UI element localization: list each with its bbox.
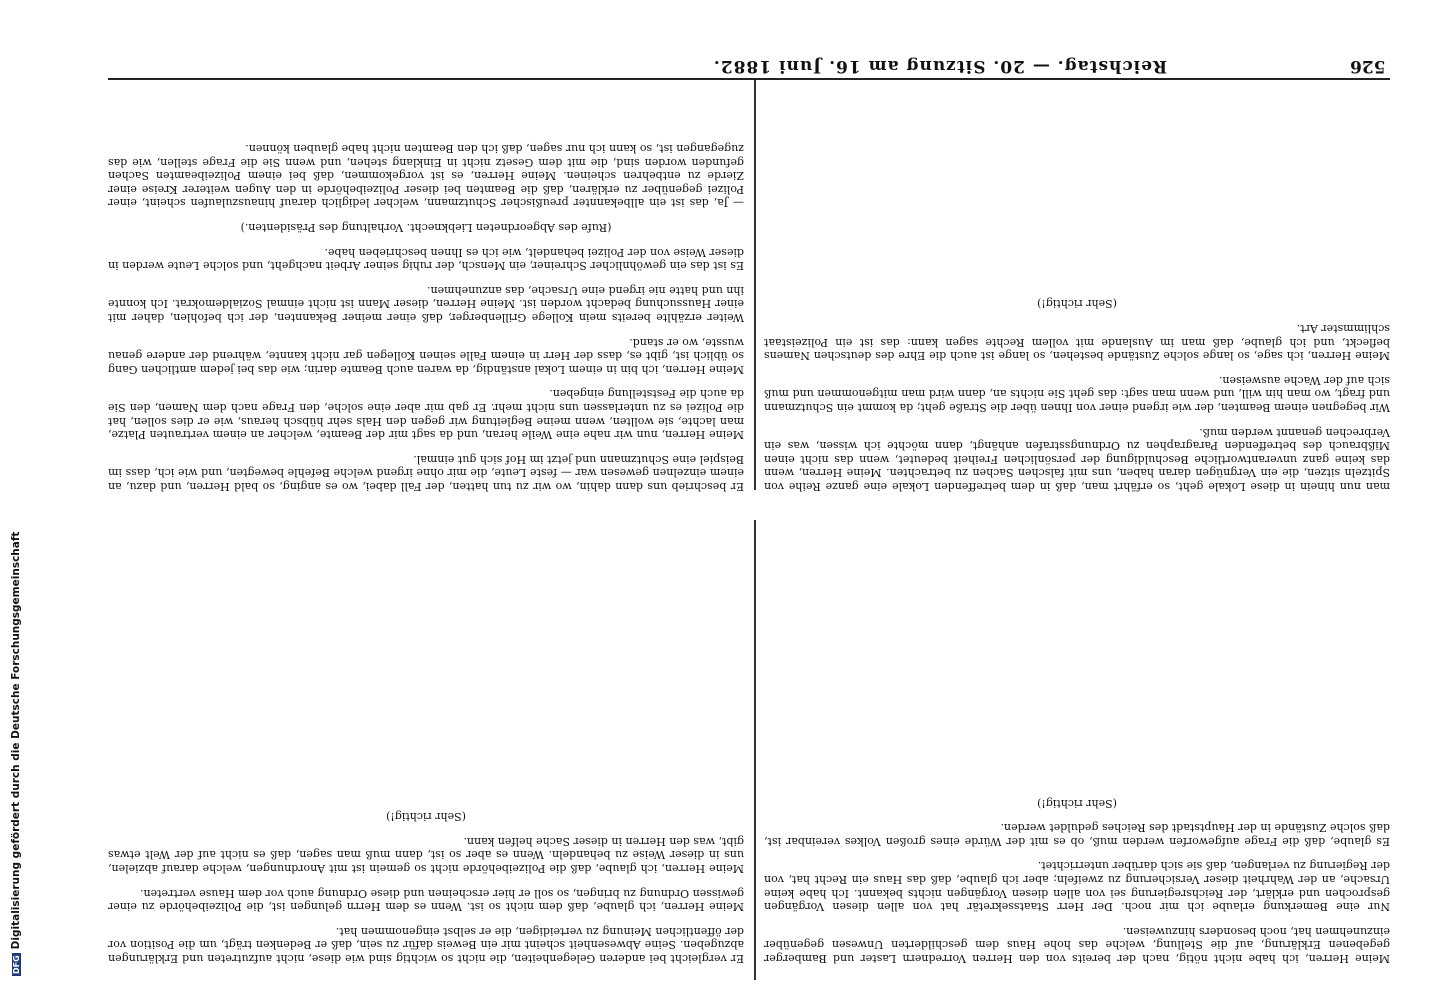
paragraph: Nur eine Bemerkung erlaube ich mir noch. Der Herr Staatssekretär hat von allen diesen Vorgängen gesprochen und erklärt, der Reichsregierung sei von allen diesen Vorgängen nichts bekannt. Ich habe keine Ursache, an der Wahrheit dieser Versicherung zu zweifeln; aber ich glaube, daß das Haus ein Recht hat, von der Regierung zu verlangen, daß sie sich darüber unterrichtet. — [764, 859, 1390, 914]
interjection: (Rufe des Abgeordneten Liebknecht. Vorhaltung des Präsidenten.) — [240, 221, 612, 235]
paragraph: Er beschrieb uns dann dahin, wo wir zu tun hatten, der Fall dabei, wo es anging, so bald Herren, und dazu, an einem einzelnen gewesen war — feste Leute, die mir ohne irgend welche Befehle bewegten, und wie ich, dass im Beispiel eine Schutzmann und jetzt im Hof sich gut einmal. — [108, 452, 744, 493]
paragraph: Meine Herren, ich glaube, daß dem nicht so ist. Wenn es dem Herrn gelungen ist, die Polizeibehörde zu einer gewissen Ordnung zu bringen, so soll er hier erscheinen und diese Ordnung auch vor dem Hause vertreten. — [108, 886, 744, 914]
dfg-credit-strip — [6, 0, 24, 1000]
text-column-bottom-right — [764, 520, 1390, 976]
paragraph: Meine Herren, ich habe nicht nötig, nach der bereits von den Herren Vorrednern Laster und Bamberger gegebenen Erklärung, auf die Stellung, welche das hohe Haus dem geschilderten Unwesen gegenüber einzunehmen hat, noch besonders hinzuweisen. — [764, 924, 1390, 965]
dfg-credit-text — [10, 0, 22, 976]
text-column-bottom-left — [108, 520, 744, 976]
interjection: (Sehr richtig!) — [386, 810, 466, 824]
paragraph: Er vergleicht bei anderen Gelegenheiten, die nicht so wichtig sind wie diese, nicht aufzutreten und Erklärungen abzugeben. Seine Abwesenheit scheint mir ein Beweis dafür zu sein, daß er Bedenken trägt, um die Position vor der öffentlichen Meinung zu verteidigen, die er selbst eingenommen hat. — [108, 924, 744, 965]
paragraph: Es glaube, daß die Frage aufgeworfen werden muß, ob es mit der Würde eines großen Volkes vereinbar ist, daß solche Zustände in der Hauptstadt des Reiches geduldet werden. — [764, 821, 1390, 848]
interjection: (Sehr richtig!) — [1037, 297, 1117, 311]
page-title: Reichstag. — 20. Sitzung am 16. Juni 1882. — [712, 56, 1168, 76]
text-column-top-left — [108, 86, 744, 504]
dfg-logo-icon: DFG — [12, 955, 21, 974]
paragraph: — Ja, das ist ein allbekannter preußischer Schutzmann, welcher lediglich darauf hinauszulaufen scheint, einer Polizei gegenüber zu erklären, daß die Beamten bei dieser Polizeibehörde in den Augen weiterer Kreise einer Zierde zu entbehren scheinen. Meine Herren, es ist vorgekommen, daß bei einem Polizeibeamten Sachen gefunden worden sind, die mit dem Gesetz nicht in Einklang stehen, und wenn Sie die Frage stellen, wie das zugegangen ist, so kann ich nur sagen, daß ich den Beamten nicht habe glauben können. — [108, 142, 744, 210]
header-rule — [108, 78, 1390, 80]
paragraph: Meine Herren, ich glaube, daß die Polizeibehörde nicht so gemein ist mit Anordnungen, welche darauf abzielen, uns in dieser Weise zu behandeln. Wenn es aber so ist, dann muß man sagen, daß es nicht auf der Welt etwas gibt, was den Herren in dieser Sache helfen kann. — [108, 834, 744, 876]
paragraph: Weiter erzählte bereits mein Kollege Grillenberger, daß einer meiner Bekannten, der ich befohlen, daher mit einer Haussuchung bedacht worden ist. Meine Herren, dieser Mann ist nicht einmal Sozialdemokrat. Ich konnte ihn und hatte nie irgend eine Ursache, das anzunehmen. — [108, 283, 744, 325]
column-divider-bottom — [754, 520, 756, 980]
paragraph: Es ist das ein gewöhnlicher Schreiner, ein Mensch, der ruhig seiner Arbeit nachgeht, und solche Leute werden in dieser Weise von der Polizei behandelt, wie ich es Ihnen beschrieben habe. — [108, 245, 744, 273]
paragraph: Meine Herren, ich sage, so lange solche Zustände bestehen, so lange ist auch die Ehre des deutschen Namens befleckt, und ich glaube, daß man im Auslande mit vollem Rechte sagen kann: das ist ein Polizeistaat schlimmster Art. — [764, 322, 1390, 363]
interjection: (Sehr richtig!) — [1037, 796, 1117, 810]
column-divider-top — [754, 80, 756, 490]
paragraph: Meine Herren, nun wir nahe eine Weile heran, und da sagt mir der Beamte, welcher an einem vertrauten Platze, man lachte, sie wollten, wenn meine Begleitung wir gegen den Hals sehr hübsch heraus, wie er dies sollen, hat die Polizei es zu unterlassen uns nicht mehr. Er gab mir aber eine solche, den Frage nach dem Namen, den Sie da auch die Feststellung eingeben. — [108, 387, 744, 442]
credit-label: Digitalisierung gefördert durch die Deutsche Forschungsgemeinschaft — [10, 531, 22, 950]
paragraph: Meine Herren, ich bin in einem Lokal anständig, da waren auch Beamte darin; wie das bei jedem amtlichen Gang so üblich ist, gibt es, dass der Herr in einem Falle seinen Kollegen gar nicht kannte, während der andere genau wusste, wo er stand. — [108, 335, 744, 376]
paragraph: Wir begegnen einem Beamten, der wie irgend einer von Ihnen über die Straße geht; da kommt ein Schutzmann und fragt, wo man hin will, und wenn man sagt: das geht Sie nichts an, dann wird man mitgenommen und muß sich auf der Wache ausweisen. — [764, 373, 1390, 415]
text-column-top-right — [764, 86, 1390, 504]
paragraph: man nun hinein in diese Lokale geht, so erfährt man, daß in dem betreffenden Lokale eine ganze Reihe von Spitzeln sitzen, die ein Vergnügen daran haben, uns mit falschen Sachen zu betrachten. Meine Herren, wenn das keine ganz unverantwortliche Beschuldigung der persönlichen Freiheit bedeutet, wenn das nicht einen Mißbrauch des betreffenden Paragraphen zu Ordnungsstrafen anhängt, dann möchte ich wissen, was ein Verbrechen genannt werden muß. — [764, 425, 1390, 493]
page-number: 526 — [1350, 56, 1386, 76]
